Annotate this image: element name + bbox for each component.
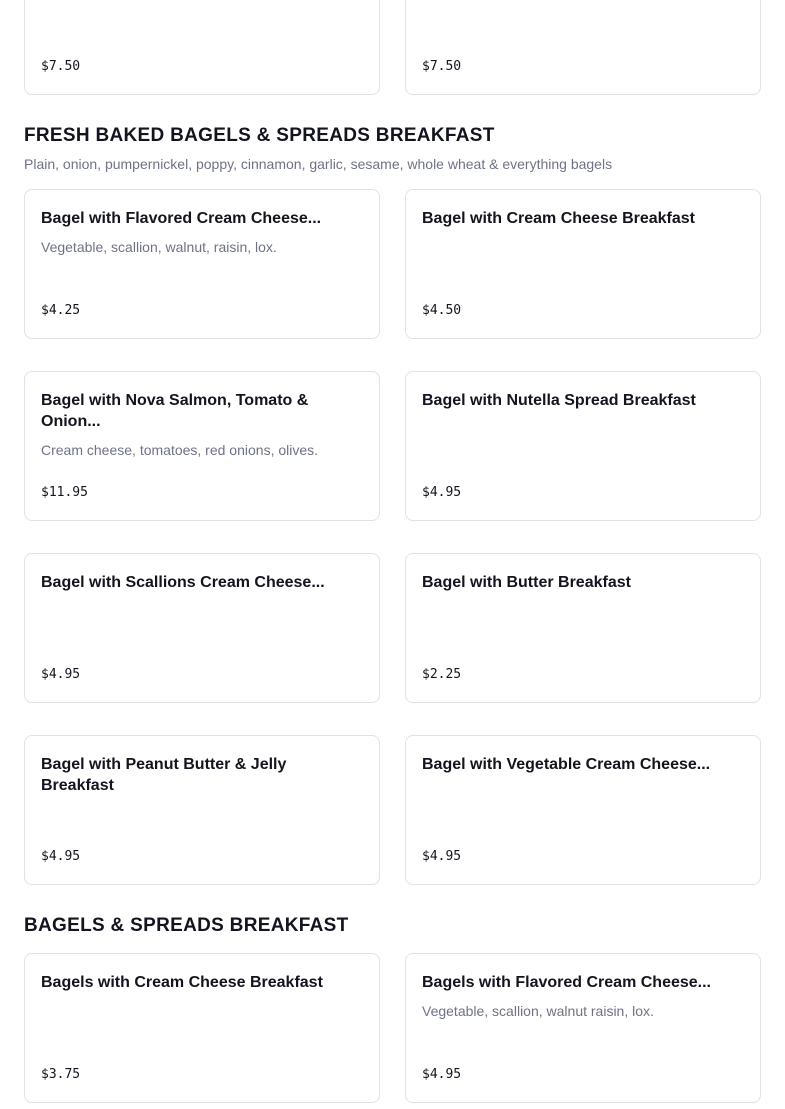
menu-item-name: Bagel with Nutella Spread Breakfast (422, 392, 696, 410)
menu-item-name: Bagel with Butter Breakfast (422, 574, 631, 592)
menu-item-name: Bagel with Peanut Butter & Jelly Breakfast (41, 756, 287, 794)
menu-item-price: $4.95 (422, 849, 462, 865)
menu-item-card[interactable] (24, 371, 380, 521)
menu-item-card[interactable] (405, 189, 761, 339)
menu-item-card[interactable] (405, 553, 761, 703)
menu-item-name: Bagels with Cream Cheese Breakfast (41, 974, 323, 992)
menu-item-price: $4.95 (422, 485, 462, 501)
menu-item-card[interactable] (405, 953, 761, 1103)
menu-item-description: Vegetable, scallion, walnut raisin, lox. (422, 1002, 654, 1019)
menu-item-name: Bagels with Flavored Cream Cheese... (422, 974, 711, 992)
menu-item-card-partial[interactable] (405, 0, 761, 95)
menu-item-name: Bagel with Cream Cheese Breakfast (422, 210, 695, 228)
menu-item-price: $4.25 (41, 303, 81, 319)
menu-item-description: Vegetable, scallion, walnut, raisin, lox. (41, 238, 277, 255)
section-heading: FRESH BAKED BAGELS & SPREADS BREAKFAST (24, 125, 495, 146)
section-heading: BAGELS & SPREADS BREAKFAST (24, 915, 349, 937)
top-card-row (24, 0, 761, 95)
menu-item-name: Bagel with Nova Salmon, Tomato & Onion... (41, 392, 309, 430)
menu-sections (24, 125, 761, 1103)
menu-item-card[interactable] (24, 953, 380, 1103)
menu-item-price: $4.95 (41, 667, 81, 683)
section-card-grid (24, 953, 761, 1103)
section-subtitle: Plain, onion, pumpernickel, poppy, cinnamon, garlic, sesame, whole wheat & everything bagels (24, 156, 613, 172)
menu-item-card[interactable] (405, 371, 761, 521)
menu-item-price: $7.50 (41, 59, 81, 74)
menu-item-price: $3.75 (41, 1067, 81, 1083)
menu-item-price: $7.50 (422, 59, 462, 74)
menu-item-card[interactable] (405, 735, 761, 885)
menu-section (24, 125, 761, 885)
menu-item-name: Bagel with Flavored Cream Cheese... (41, 210, 322, 228)
menu-section (24, 915, 761, 1103)
menu-item-price: $2.25 (422, 667, 462, 683)
menu-item-name: Bagel with Vegetable Cream Cheese... (422, 756, 711, 774)
menu-item-card[interactable] (24, 189, 380, 339)
menu-item-price: $11.95 (41, 485, 88, 501)
menu-item-price: $4.50 (422, 303, 462, 319)
menu-item-name: Bagel with Scallions Cream Cheese... (41, 574, 325, 592)
menu-item-price: $4.95 (41, 849, 81, 865)
section-card-grid (24, 189, 761, 885)
menu-item-card[interactable] (24, 735, 380, 885)
menu-item-card[interactable] (24, 553, 380, 703)
menu-item-description: Cream cheese, tomatoes, red onions, olives. (41, 441, 319, 458)
menu-item-card-partial[interactable] (24, 0, 380, 95)
menu-item-price: $4.95 (422, 1067, 462, 1083)
